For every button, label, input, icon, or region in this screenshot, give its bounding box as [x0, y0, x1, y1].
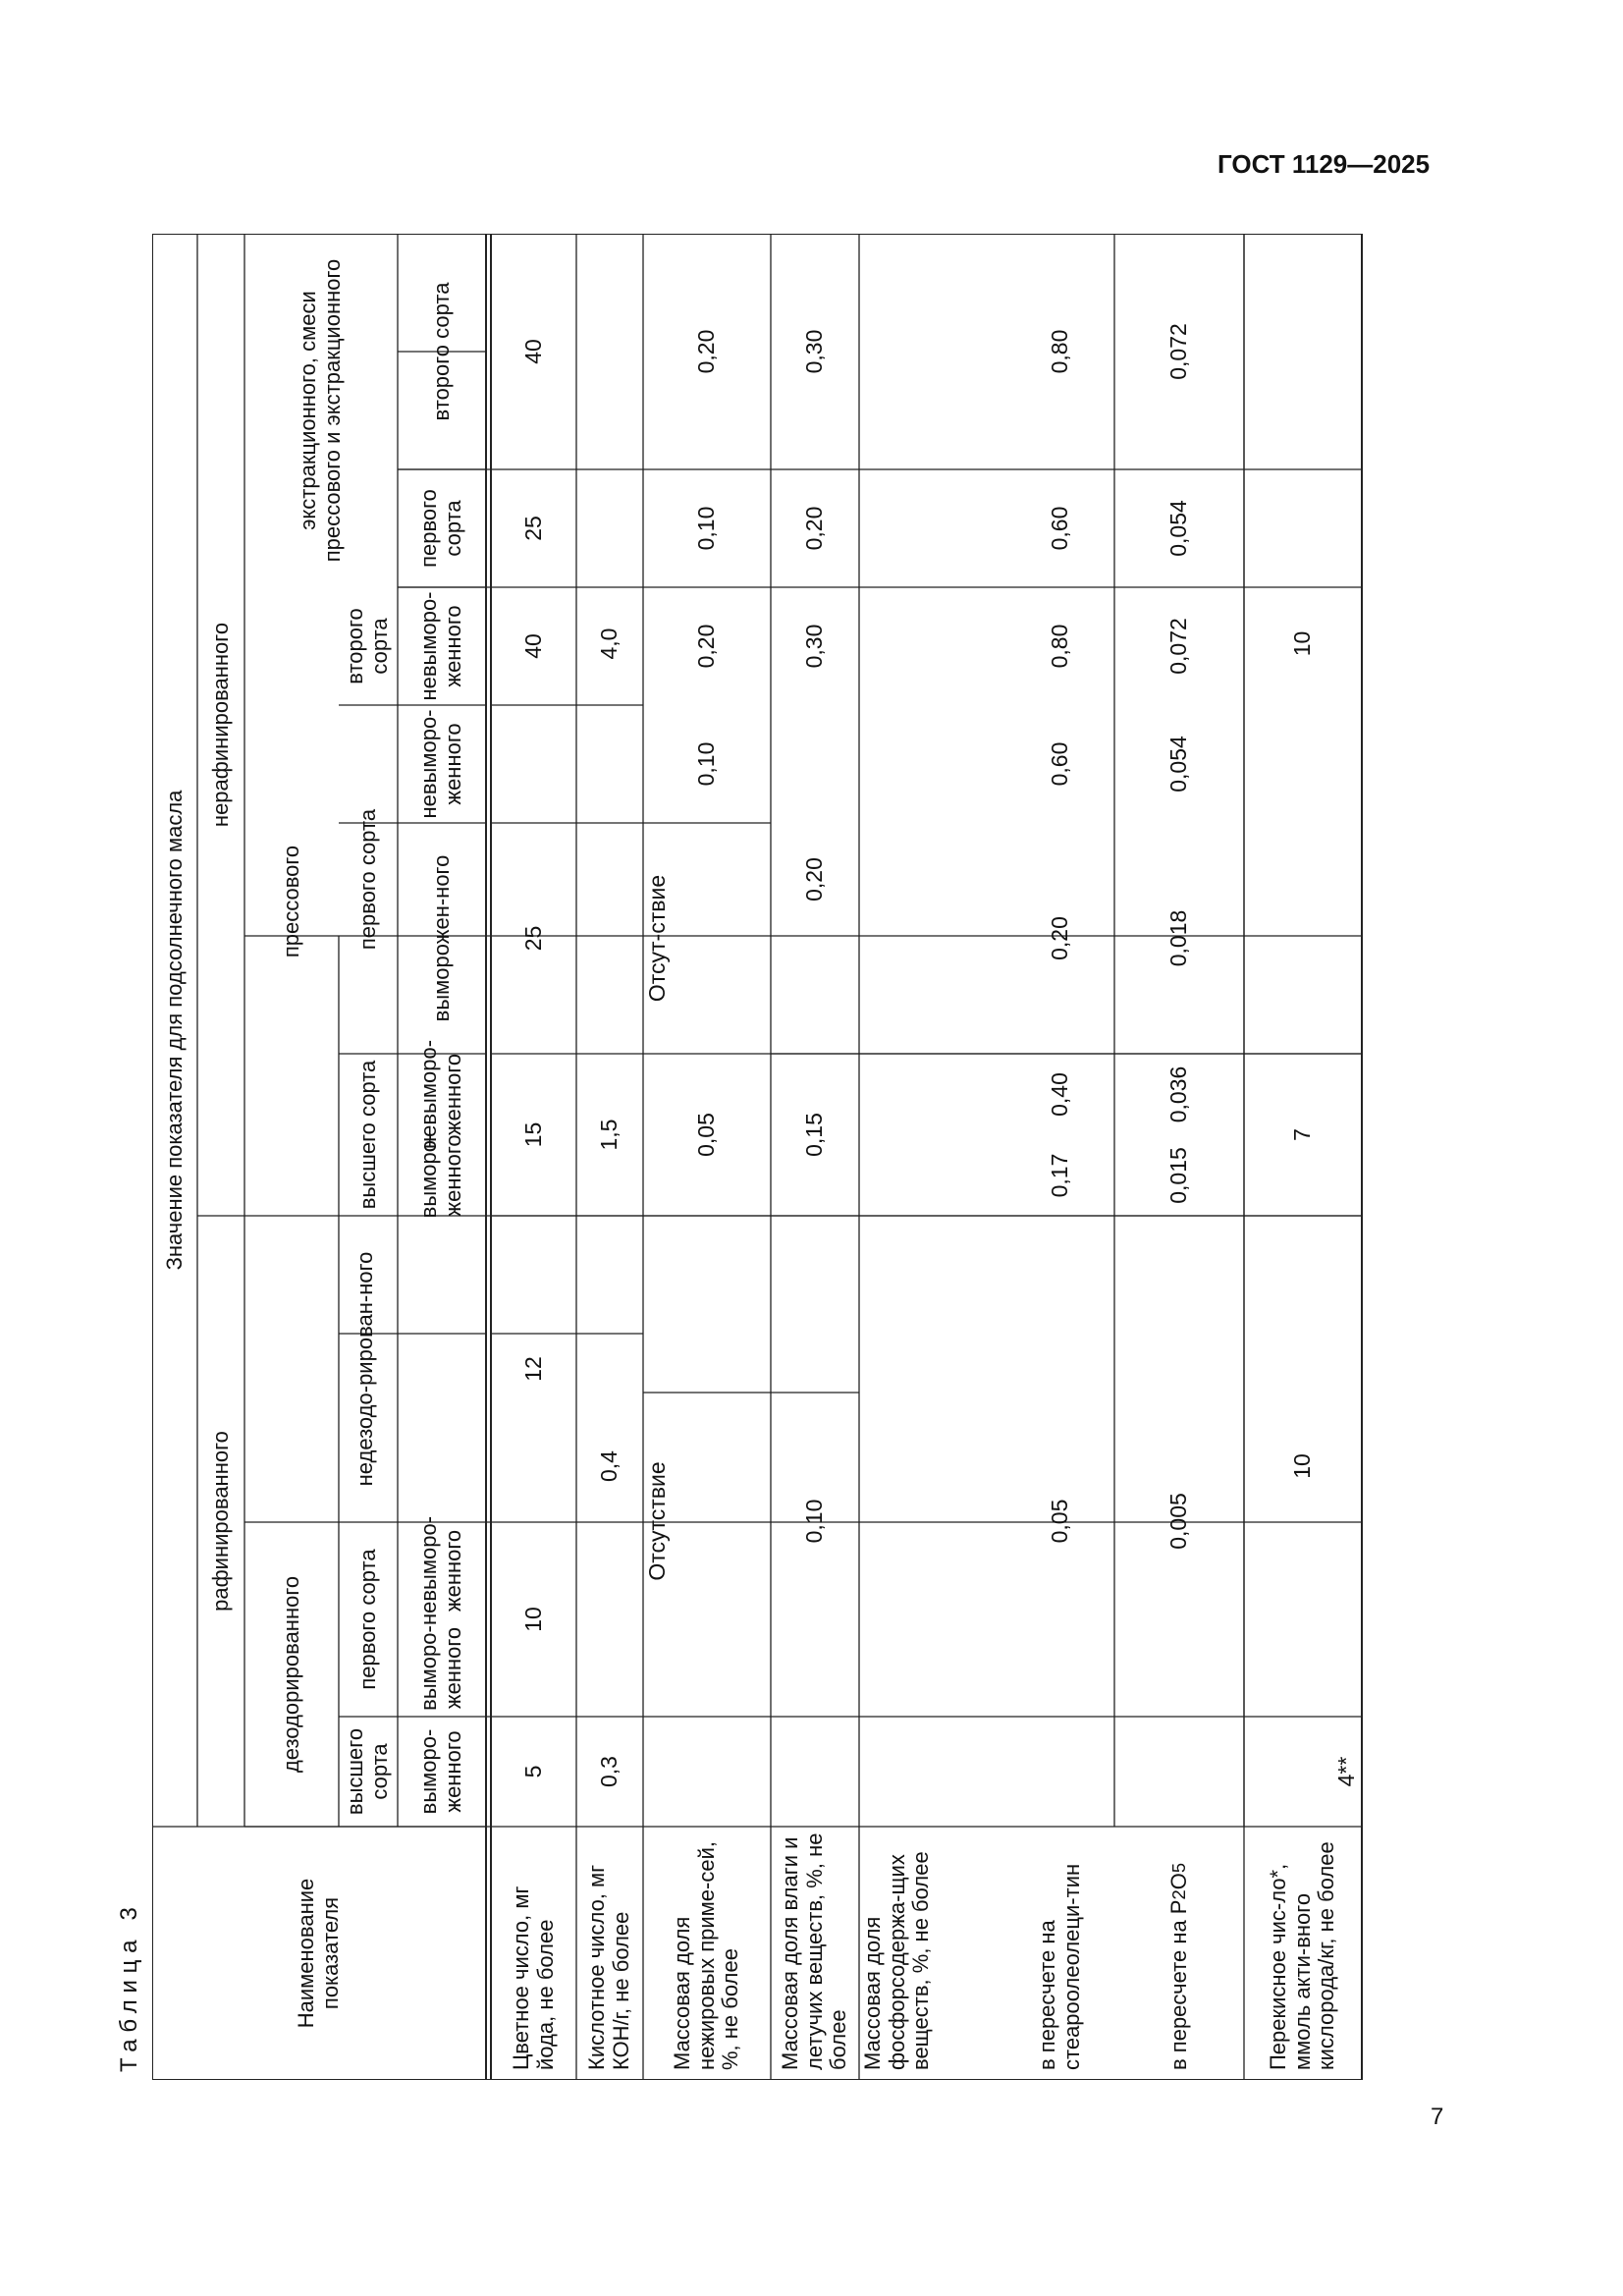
col-head-frozen-2: выморо-женного: [416, 1625, 465, 1711]
cell-p2o5-2: 0,015: [1165, 1147, 1192, 1204]
row-label-phospho-stearo: в пересчете на стеароолеолеци-тин: [1035, 1863, 1084, 2070]
cell-moisture-4: 0,30: [801, 624, 828, 669]
cell-stearo-6: 0,80: [1047, 624, 1073, 669]
page-number: 7: [1431, 2104, 1444, 2130]
data-table: [152, 234, 1363, 2080]
cell-nonfat-7: 0,20: [693, 329, 720, 374]
cell-moisture-6: 0,30: [801, 329, 828, 374]
col-head-unrefined: нерафинированного: [207, 622, 233, 828]
col-head-frozen-1: выморо-женного: [416, 1728, 465, 1815]
row-label-phospho-p2o5: [1114, 1827, 1244, 2080]
row-label-phospho: Массовая доля фосфорсодержа-щих веществ, %, не более: [860, 1851, 934, 2070]
cell-stearo-3: 0,40: [1047, 1072, 1073, 1117]
cell-nonfat-1: Отсутствие: [644, 1461, 670, 1581]
cell-acid-2: 0,4: [596, 1450, 622, 1482]
col-head-frozen-4: выморожен-ного: [428, 854, 454, 1022]
col-head-first-pressed: первого сорта: [354, 808, 380, 951]
cell-peroxide-3: 7: [1289, 1128, 1316, 1141]
cell-stearo-5: 0,60: [1047, 741, 1073, 787]
cell-acid-3: 1,5: [596, 1119, 622, 1151]
cell-p2o5-7: 0,054: [1165, 500, 1192, 557]
cell-moisture-3: 0,20: [801, 857, 828, 902]
cell-moisture-1: 0,10: [801, 1499, 828, 1544]
row-label-acid: Кислотное число, мг КОН/г, не более: [584, 1864, 633, 2070]
col-head-name: Наименование показателя: [294, 1878, 343, 2029]
p2o5-mid: O: [1165, 1873, 1191, 1890]
col-head-first-refined: первого сорта: [354, 1549, 380, 1690]
cell-peroxide-1: 4**: [1333, 1756, 1360, 1787]
cell-color-7: 25: [519, 516, 546, 541]
cell-nonfat-6: 0,10: [693, 506, 720, 551]
col-head-premium-refined: высшего сорта: [343, 1727, 392, 1816]
col-head-pressed: прессового: [278, 845, 303, 958]
cell-nonfat-3: Отсут-ствие: [644, 874, 670, 1003]
col-head-unfrozen-2: невыморо-женного: [416, 1039, 465, 1150]
col-head-deodorized: дезодорированного: [278, 1575, 303, 1774]
cell-moisture-5: 0,20: [801, 506, 828, 551]
cell-nonfat-2: 0,05: [693, 1113, 720, 1157]
cell-peroxide-4: 10: [1289, 630, 1316, 657]
cell-color-1: 5: [519, 1765, 546, 1778]
row-label-nonfat: Массовая доля нежировых приме-сей, %, не более: [670, 1841, 743, 2070]
cell-p2o5-8: 0,072: [1165, 323, 1192, 380]
row-label-peroxide: Перекисное чис-ло*, ммоль акти-вного кислорода/кг, не более: [1266, 1841, 1339, 2070]
col-head-extraction: экстракционного, смеси прессового и экстракционного: [296, 258, 345, 563]
cell-stearo-8: 0,80: [1047, 329, 1073, 374]
cell-p2o5-5: 0,054: [1165, 736, 1192, 793]
document-code: ГОСТ 1129—2025: [1217, 149, 1431, 179]
cell-color-6: 40: [519, 633, 546, 659]
cell-p2o5-4: 0,018: [1165, 909, 1192, 967]
col-head-non-deodorized: недезодо-рирован-ного: [352, 1251, 377, 1487]
p2o5-sub-1: 2: [1167, 1889, 1189, 1900]
col-head-unfrozen-4: невыморо-женного: [416, 591, 465, 701]
cell-p2o5-3: 0,036: [1165, 1066, 1192, 1123]
cell-acid-1: 0,3: [596, 1756, 622, 1787]
cell-stearo-1: 0,05: [1047, 1499, 1073, 1544]
col-head-value-group: Значение показателя для подсолнечного масла: [161, 790, 187, 1271]
cell-stearo-4: 0,20: [1047, 916, 1073, 960]
col-head-first-extraction: первого сорта: [416, 489, 465, 568]
cell-nonfat-4: 0,10: [693, 741, 720, 787]
cell-moisture-2: 0,15: [801, 1113, 828, 1157]
cell-color-4: 15: [519, 1121, 546, 1148]
cell-color-3: 12: [519, 1356, 546, 1382]
cell-stearo-2: 0,17: [1047, 1153, 1073, 1198]
row-label-moisture: Массовая доля влаги и летучих веществ, %, не более: [778, 1832, 851, 2070]
p2o5-sub-2: 5: [1167, 1862, 1189, 1874]
col-head-second-pressed: второго сорта: [343, 608, 392, 684]
cell-stearo-7: 0,60: [1047, 506, 1073, 551]
cell-acid-4: 4,0: [596, 628, 622, 660]
cell-color-8: 40: [519, 339, 546, 364]
col-head-unfrozen-1: невыморо-женного: [416, 1515, 465, 1626]
col-head-refined: рафинированного: [207, 1431, 233, 1612]
cell-p2o5-6: 0,072: [1165, 618, 1192, 675]
table-caption: Таблица 3: [116, 1900, 142, 2072]
row-label-color: Цветное число, мг йода, не более: [508, 1886, 558, 2070]
col-head-frozen-3: выморо-женного: [416, 1132, 465, 1219]
cell-color-5: 25: [519, 925, 546, 952]
cell-p2o5-1: 0,005: [1165, 1493, 1192, 1550]
col-head-second-extraction: второго сорта: [428, 282, 454, 421]
col-head-unfrozen-3: невыморо-женного: [416, 709, 465, 819]
cell-peroxide-2: 10: [1289, 1453, 1316, 1479]
cell-color-2: 10: [519, 1607, 546, 1632]
cell-nonfat-5: 0,20: [693, 624, 720, 669]
p2o5-prefix: в пересчете на Р: [1165, 1899, 1191, 2070]
col-head-premium-pressed: высшего сорта: [354, 1060, 380, 1210]
